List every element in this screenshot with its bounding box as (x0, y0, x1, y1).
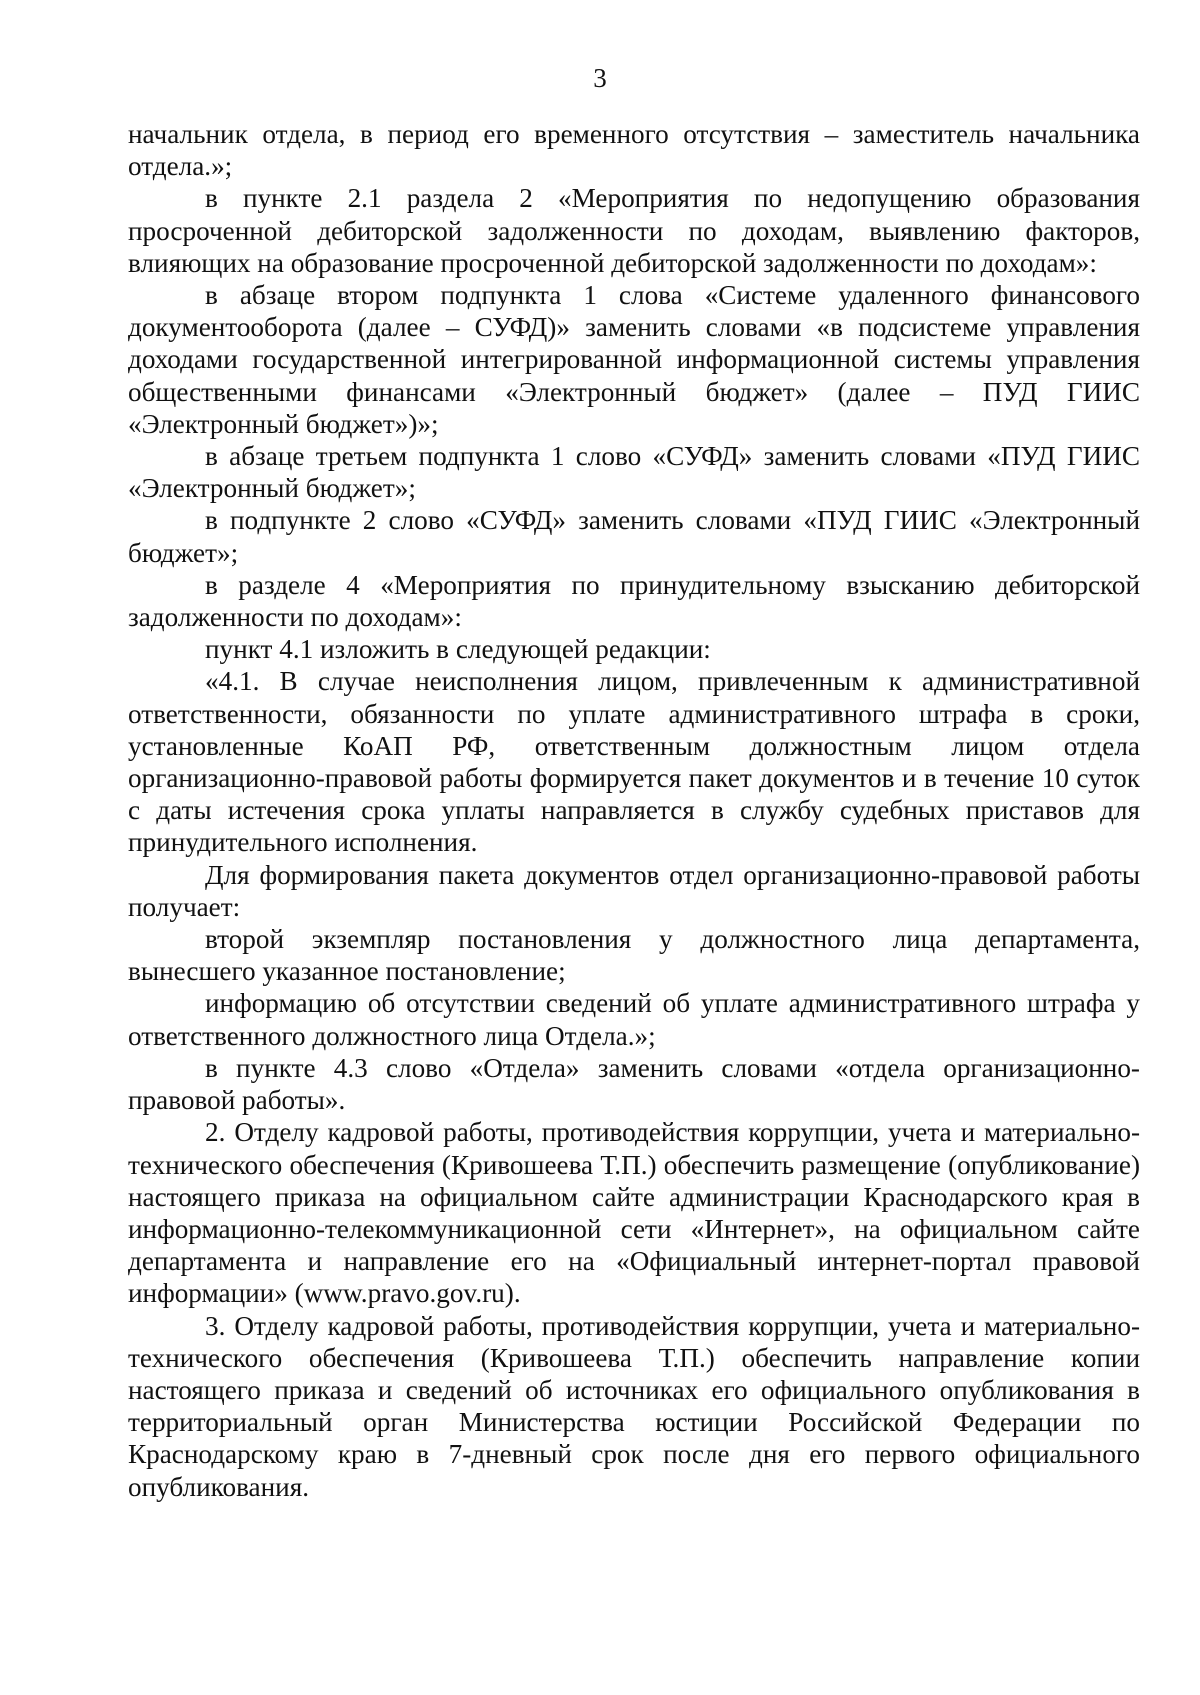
paragraph-1: начальник отдела, в период его временного отсутствия – заместитель начальника отдела.»; (128, 119, 1140, 182)
document-body (128, 118, 1140, 1503)
paragraph-9: Для формирования пакета документов отдел организационно-правовой работы получает: (128, 859, 1140, 922)
paragraph-8: «4.1. В случае неисполнения лицом, привлеченным к административной ответственности, обязанности по уплате административного штрафа в сроки, установленные КоАП РФ, ответственным должностным лицом отдела организационно-правовой работы формируется пакет документов и в течение 10 суток с даты истечения срока уплаты направляется в службу судебных приставов для принудительного исполнения. (128, 666, 1140, 858)
paragraph-6: в разделе 4 «Мероприятия по принудительному взысканию дебиторской задолженности по доходам»: (128, 569, 1140, 633)
paragraph-11: информацию об отсутствии сведений об уплате административного штрафа у ответственного должностного лица Отдела.»; (128, 988, 1140, 1051)
paragraph-2: в пункте 2.1 раздела 2 «Мероприятия по недопущению образования просроченной дебиторской задолженности по доходам, выявлению факторов, влияющих на образование просроченной дебиторской задолженности по доходам»: (128, 183, 1140, 278)
paragraph-3: в абзаце втором подпункта 1 слова «Системе удаленного финансового документооборота (далее – СУФД)» заменить словами «в подсистеме управления доходами государственной интегрированной информационной системы управления общественными финансами «Электронный бюджет» (далее – ПУД ГИИС «Электронный бюджет»)»; (128, 280, 1140, 439)
paragraph-12: в пункте 4.3 слово «Отдела» заменить словами «отдела организационно-правовой работы». (128, 1052, 1140, 1116)
paragraph-7: пункт 4.1 изложить в следующей редакции: (205, 634, 711, 665)
paragraph-10: второй экземпляр постановления у должностного лица департамента, вынесшего указанное постановление; (128, 924, 1140, 987)
paragraph-13: 2. Отделу кадровой работы, противодействия коррупции, учета и материально-технического обеспечения (Кривошеева Т.П.) обеспечить размещение (опубликование) настоящего приказа на официальном сайте администрации Краснодарского края в информационно-телекоммуникационной сети «Интернет», на официальном сайте департамента и направление его на «Официальный интернет-портал правовой информации» (www.pravo.gov.ru). (128, 1117, 1140, 1309)
page-number: 3 (593, 63, 607, 93)
paragraph-4: в абзаце третьем подпункта 1 слово «СУФД» заменить словами «ПУД ГИИС «Электронный бюджет»; (128, 441, 1140, 504)
paragraph-5: в подпункте 2 слово «СУФД» заменить словами «ПУД ГИИС «Электронный бюджет»; (128, 505, 1140, 568)
paragraph-14: 3. Отделу кадровой работы, противодействия коррупции, учета и материально-технического обеспечения (Кривошеева Т.П.) обеспечить направление копии настоящего приказа и сведений об источниках его официального опубликования в территориальный орган Министерства юстиции Российской Федерации по Краснодарскому краю в 7-дневный срок после дня его первого официального опубликования. (128, 1310, 1140, 1502)
